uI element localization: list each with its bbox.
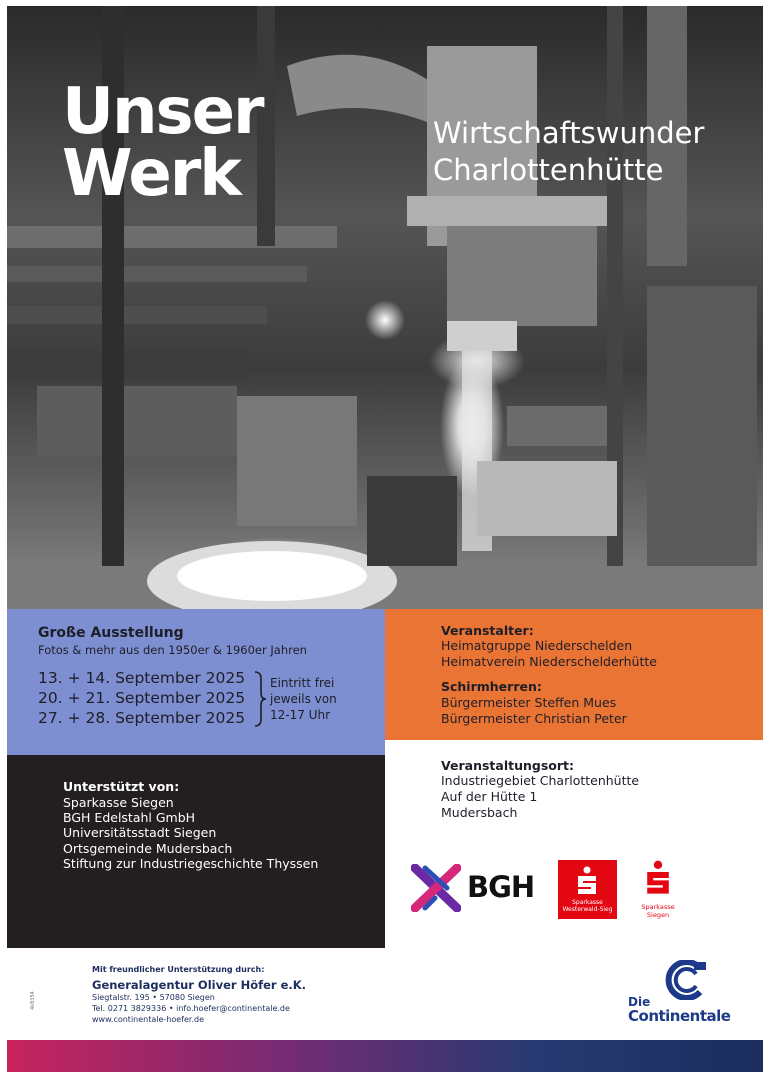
date-line-3: 27. + 28. September 2025: [38, 709, 246, 727]
admission-line-1: Eintritt frei: [270, 676, 335, 690]
bottom-gradient-bar: [7, 1040, 763, 1072]
organizer-line-2: Heimatverein Niederschelderhütte: [441, 654, 657, 669]
continentale-line-2: Continentale: [628, 1007, 731, 1025]
agency-address: Siegtalstr. 195 • 57080 Siegen: [92, 993, 215, 1002]
patrons-heading: Schirmherren:: [441, 679, 542, 694]
exhibition-subheading: Fotos & mehr aus den 1950er & 1960er Jahren: [38, 643, 307, 657]
agency-name: Generalagentur Oliver Höfer e.K.: [92, 978, 307, 992]
continentale-logo: [628, 960, 738, 1026]
exhibition-panel: [7, 609, 385, 755]
bgh-x-icon: [411, 864, 461, 912]
sparkasse-westerwald-logo: [558, 860, 617, 919]
supporter-item: Ortsgemeinde Mudersbach: [63, 841, 233, 856]
subtitle-line-2: Charlottenhütte: [433, 153, 664, 187]
sparkasse-ww-line-1: Sparkasse: [572, 899, 603, 906]
admission-line-3: 12-17 Uhr: [270, 708, 331, 722]
venue-line-1: Industriegebiet Charlottenhütte: [441, 773, 640, 788]
supporter-item: BGH Edelstahl GmbH: [63, 810, 196, 825]
title-line-2: Werk: [62, 137, 240, 211]
organizer-line-1: Heimatgruppe Niederschelden: [441, 638, 633, 653]
date-line-2: 20. + 21. September 2025: [38, 689, 246, 707]
sparkasse-s-icon: [643, 860, 673, 896]
sparkasse-siegen-logo: [637, 860, 679, 920]
supporter-item: Stiftung zur Industriegeschichte Thyssen: [63, 856, 319, 871]
curly-brace-icon: [253, 671, 267, 727]
date-line-1: 13. + 14. September 2025: [38, 669, 246, 687]
supporter-item: Sparkasse Siegen: [63, 795, 174, 810]
sponsor-intro: Mit freundlicher Unterstützung durch:: [92, 965, 265, 974]
admission-line-2: jeweils von: [270, 692, 337, 706]
exhibition-heading: Große Ausstellung: [38, 625, 184, 641]
print-code: 4k8354: [30, 991, 36, 1010]
patrons-line-1: Bürgermeister Steffen Mues: [441, 695, 617, 710]
supporters-heading: Unterstützt von:: [63, 779, 180, 794]
venue-line-3: Mudersbach: [441, 805, 518, 820]
sparkasse-ww-line-2: Westerwald-Sieg: [562, 906, 613, 913]
continentale-line-1: Die: [628, 995, 651, 1009]
hero-photo: [7, 6, 763, 609]
venue-line-2: Auf der Hütte 1: [441, 789, 538, 804]
continentale-c-icon: [660, 960, 708, 1000]
sparkasse-si-line-2: Siegen: [646, 911, 670, 919]
supporter-item: Universitätsstadt Siegen: [63, 825, 217, 840]
venue-heading: Veranstaltungsort:: [441, 758, 574, 773]
organizer-heading: Veranstalter:: [441, 623, 534, 638]
organizer-panel: [385, 609, 763, 740]
subtitle-line-1: Wirtschaftswunder: [433, 116, 705, 150]
agency-web: www.continentale-hoefer.de: [92, 1015, 205, 1024]
agency-contact: Tel. 0271 3829336 • info.hoefer@continentale.de: [92, 1004, 290, 1013]
bgh-logo: [411, 864, 541, 912]
bgh-wordmark: BGH: [467, 870, 535, 904]
supporters-panel: [7, 755, 385, 948]
title-line-1: Unser: [62, 75, 263, 149]
sparkasse-s-icon: [575, 866, 599, 896]
patrons-line-2: Bürgermeister Christian Peter: [441, 711, 627, 726]
sparkasse-si-line-1: Sparkasse: [641, 903, 675, 911]
